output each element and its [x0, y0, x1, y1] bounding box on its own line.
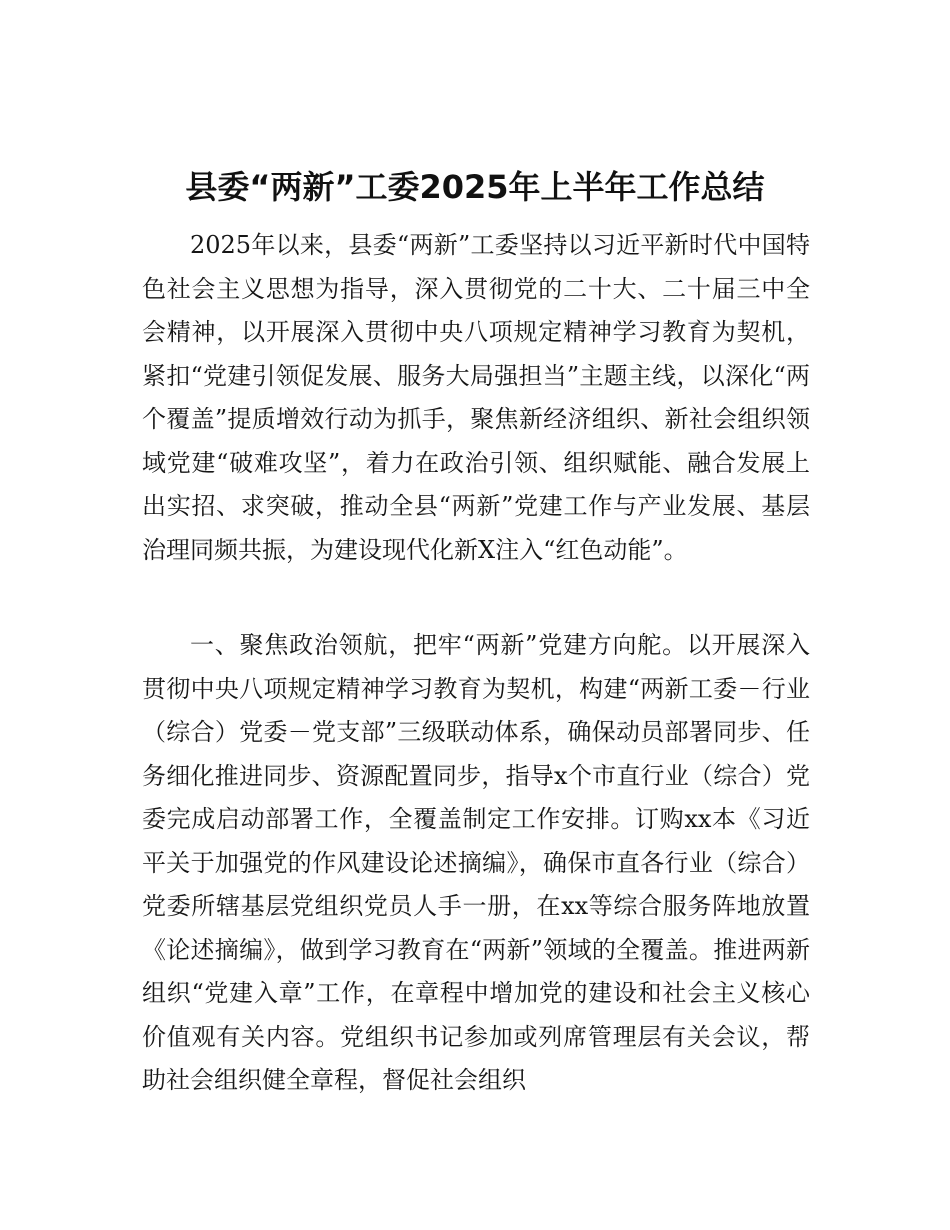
intro-paragraph: 2025年以来，县委“两新”工委坚持以习近平新时代中国特色社会主义思想为指导，深入贯彻党的二十大、二十届三中全会精神，以开展深入贯彻中央八项规定精神学习教育为契机，紧扣“党建引领促发展、服务大局强担当”主题主线，以深化“两个覆盖”提质增效行动为抓手，聚焦新经济组织、新社会组织领域党建“破难攻坚”，着力在政治引领、组织赋能、融合发展上出实招、求突破，推动全县“两新”党建工作与产业发展、基层治理同频共振，为建设现代化新X注入“红色动能”。	[142, 231, 810, 564]
document-title: 县委“两新”工委2025年上半年工作总结	[185, 168, 765, 206]
section-one-paragraph: 一、聚焦政治领航，把牢“两新”党建方向舵。以开展深入贯彻中央八项规定精神学习教育为契机，构建“两新工委－行业（综合）党委－党支部”三级联动体系，确保动员部署同步、任务细化推进同步、资源配置同步，指导x个市直行业（综合）党委完成启动部署工作，全覆盖制定工作安排。订购xx本《习近平关于加强党的作风建设论述摘编》，确保市直各行业（综合）党委所辖基层党组织党员人手一册，在xx等综合服务阵地放置《论述摘编》，做到学习教育在“两新”领域的全覆盖。推进两新组织“党建入章”工作，在章程中增加党的建设和社会主义核心价值观有关内容。党组织书记参加或列席管理层有关会议，帮助社会组织健全章程，督促社会组织	[142, 631, 810, 1094]
